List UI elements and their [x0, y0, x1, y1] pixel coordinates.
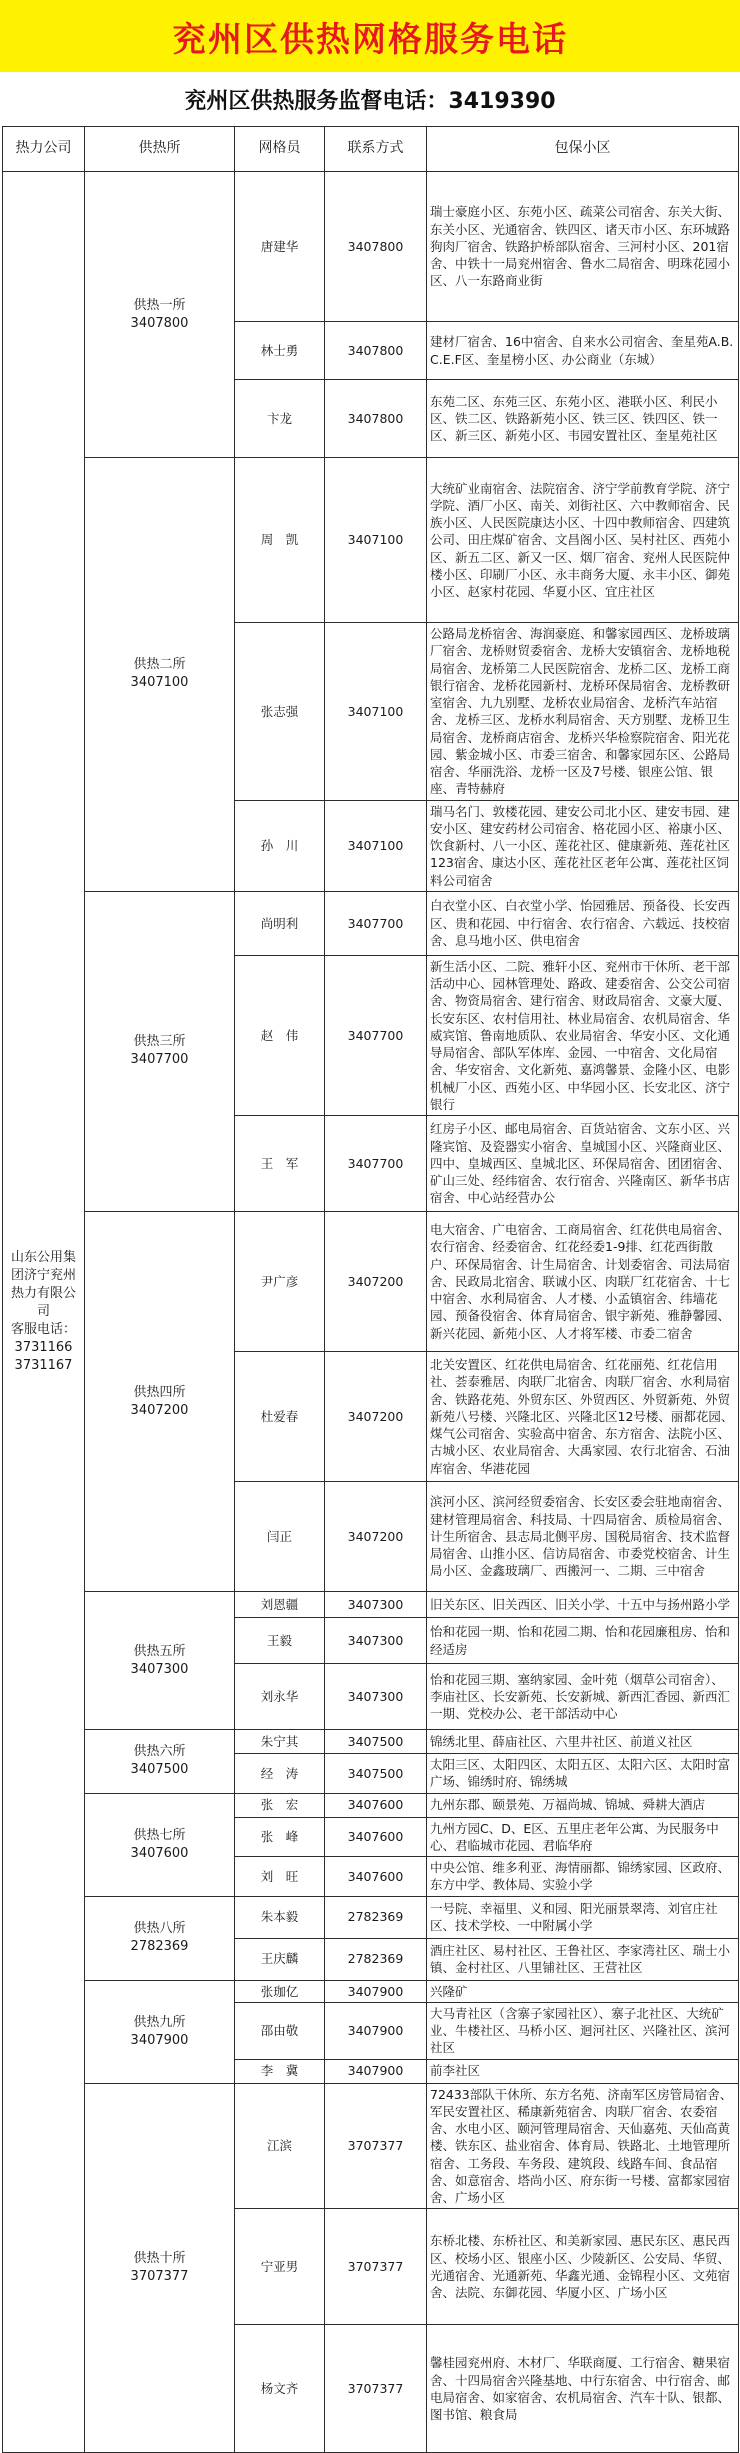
covered-areas: 72433部队干休所、东方名苑、济南军区房管局宿舍、军民安置社区、稀康新苑宿舍、肉联厂宿舍、农委宿舍、水电小区、颐河管理局宿舍、天仙嘉苑、天仙高黄楼、铁东区、盐业宿舍、体育局、铁路北、土地管理所宿舍、工务段、车务段、建筑段、线路车间、食品宿舍、如意宿舍、塔尚小区、府东街一号楼、富都家园宿舍、广场小区 — [427, 2083, 739, 2209]
staff-phone: 3707377 — [325, 2325, 427, 2453]
station-name: 供热九所 — [133, 2014, 186, 2030]
staff-name: 闫正 — [235, 1482, 325, 1592]
covered-areas: 瑞士豪庭小区、东苑小区、疏菜公司宿舍、东关大街、东关小区、光通宿舍、铁四区、诸天市小区、东环城路狗肉厂宿舍、铁路护桥部队宿舍、三河村小区、201宿舍、中铁十一局兖州宿舍、鲁水二局宿舍、明珠花园小区、八一东路商业街 — [427, 172, 739, 322]
covered-areas: 大统矿业南宿舍、法院宿舍、济宁学前教育学院、济宁学院、酒厂小区、南关、刘街社区、六中教师宿舍、民族小区、人民医院康达小区、十四中教师宿舍、四建筑公司、田庄煤矿宿舍、文昌阁小区、吴村社区、西苑小区、新五二区、新又一区、烟厂宿舍、兖州人民医院仲楼小区、印刷厂小区、永丰商务大厦、永丰小区、御苑小区、赵家村花园、华夏小区、宜庄社区 — [427, 458, 739, 623]
station-cell — [85, 1592, 235, 1730]
page-title-bar — [0, 0, 740, 72]
staff-phone: 3407900 — [325, 2059, 427, 2083]
staff-phone: 3407100 — [325, 623, 427, 801]
covered-areas: 滨河小区、滨河经贸委宿舍、长安区委会驻地南宿舍、建材管理局宿舍、科技局、十四局宿舍、质检局宿舍、计生所宿舍、县志局北侧平房、国税局宿舍、技术监督局宿舍、山推小区、信访局宿舍、市委党校宿舍、计生局小区、金鑫玻璃厂、西搬河一、二期、三中宿舍 — [427, 1482, 739, 1592]
staff-name: 唐建华 — [235, 172, 325, 322]
supervision-hotline: 兖州区供热服务监督电话：3419390 — [184, 88, 556, 114]
station-phone: 3407200 — [130, 1402, 189, 1418]
table-row — [3, 1730, 739, 1754]
station-cell — [85, 1212, 235, 1592]
covered-areas: 馨桂园兖州府、木材厂、华联商厦、工行宿舍、糖果宿舍、十四局宿舍兴隆基地、中行东宿舍、中行宿舍、邮电局宿舍、如家宿舍、农机局宿舍、汽车十队、银都、图书馆、粮食局 — [427, 2325, 739, 2453]
covered-areas: 白衣堂小区、白衣堂小学、怡园雅居、预备役、长安西区、贵和花园、中行宿舍、农行宿舍、六载远、技校宿舍、息马地小区、供电宿舍 — [427, 891, 739, 955]
table-header-row — [3, 127, 739, 172]
covered-areas: 大马青社区（含寨子家园社区）、寨子北社区、大统矿业、牛楼社区、马桥小区、迴河社区、兴隆社区、滨河社区 — [427, 2002, 739, 2059]
staff-name: 杜爱春 — [235, 1352, 325, 1482]
covered-areas: 怡和花园一期、怡和花园二期、怡和花园廉租房、怡和经适房 — [427, 1618, 739, 1664]
staff-phone: 2782369 — [325, 1896, 427, 1938]
staff-phone: 3407600 — [325, 1857, 427, 1897]
staff-name: 经 涛 — [235, 1754, 325, 1794]
station-name: 供热八所 — [133, 1921, 186, 1937]
table-row — [3, 1212, 739, 1352]
covered-areas: 新生活小区、二院、雅轩小区、兖州市干休所、老干部活动中心、园林管理处、路政、建委宿舍、公交公司宿舍、物资局宿舍、建行宿舍、财政局宿舍、文豪大厦、长安东区、农村信用社、林业局宿舍、农机局宿舍、华威宾馆、鲁南地质队、农业局宿舍、华安小区、文化通导局宿舍、部队军体库、金园、一中宿舍、文化局宿舍、华安宿舍、文化新苑、嘉鸿馨景、金隆小区、电影机械厂小区、西苑小区、中华园小区、长安北区、济宁银行 — [427, 955, 739, 1115]
staff-name: 张志强 — [235, 623, 325, 801]
table-row — [3, 891, 739, 955]
station-cell — [85, 1793, 235, 1896]
staff-name: 王庆麟 — [235, 1938, 325, 1980]
staff-name: 江滨 — [235, 2083, 325, 2209]
station-phone: 3407600 — [130, 1845, 189, 1861]
staff-phone: 3407100 — [325, 800, 427, 891]
staff-phone: 3407500 — [325, 1730, 427, 1754]
table-row — [3, 172, 739, 322]
station-cell — [85, 1730, 235, 1794]
company-cell — [3, 172, 85, 2453]
station-phone: 3407900 — [130, 2032, 189, 2048]
staff-name: 刘永华 — [235, 1664, 325, 1730]
staff-phone: 3407700 — [325, 891, 427, 955]
staff-phone: 3407500 — [325, 1754, 427, 1794]
station-phone: 3707377 — [130, 2268, 189, 2284]
header-staff: 网格员 — [235, 127, 325, 172]
staff-name: 王毅 — [235, 1618, 325, 1664]
station-phone: 3407100 — [130, 675, 189, 691]
staff-name: 杨文齐 — [235, 2325, 325, 2453]
staff-name: 张 峰 — [235, 1817, 325, 1857]
staff-name: 张 宏 — [235, 1793, 325, 1817]
station-cell — [85, 1896, 235, 1980]
header-contact: 联系方式 — [325, 127, 427, 172]
covered-areas: 电大宿舍、广电宿舍、工商局宿舍、红花供电局宿舍、农行宿舍、经委宿舍、红花经委1-9排、红花西街散户、环保局宿舍、计生局宿舍、计划委宿舍、司法局宿舍、民政局北宿舍、联诚小区、肉联厂红花宿舍、十七中宿舍、水利局宿舍、人才楼、小孟镇宿舍、纬墙花园、预备役宿舍、体育局宿舍、银宇新苑、雅静馨园、新兴花园、新苑小区、人才将军楼、市委二宿舍 — [427, 1212, 739, 1352]
staff-name: 王 军 — [235, 1116, 325, 1212]
staff-phone: 3407200 — [325, 1212, 427, 1352]
staff-phone: 3407300 — [325, 1664, 427, 1730]
staff-phone: 3407700 — [325, 955, 427, 1115]
staff-name: 刘 旺 — [235, 1857, 325, 1897]
station-cell — [85, 1980, 235, 2083]
covered-areas: 兴隆矿 — [427, 1980, 739, 2002]
staff-phone: 3407300 — [325, 1592, 427, 1618]
covered-areas: 太阳三区、太阳四区、太阳五区、太阳六区、太阳时富广场、锦绣时府、锦绣城 — [427, 1754, 739, 1794]
header-station: 供热所 — [85, 127, 235, 172]
staff-name: 刘恩疆 — [235, 1592, 325, 1618]
staff-phone: 3407700 — [325, 1116, 427, 1212]
table-body — [3, 172, 739, 2453]
station-phone: 3407700 — [130, 1052, 189, 1068]
staff-name: 朱宁其 — [235, 1730, 325, 1754]
table-row — [3, 1980, 739, 2002]
staff-phone: 3407800 — [325, 172, 427, 322]
station-cell — [85, 891, 235, 1211]
staff-phone: 3407300 — [325, 1618, 427, 1664]
station-name: 供热三所 — [133, 1034, 186, 1050]
staff-name: 周 凯 — [235, 458, 325, 623]
covered-areas: 东桥北楼、东桥社区、和美新家园、惠民东区、惠民西区、校场小区、银座小区、少陵新区、公安局、华贸、光通宿舍、光通新苑、华鑫光通、金锦程小区、文苑宿舍、法院、东御花园、华厦小区、广场小区 — [427, 2209, 739, 2325]
staff-phone: 2782369 — [325, 1938, 427, 1980]
staff-name: 朱本毅 — [235, 1896, 325, 1938]
staff-phone: 3407600 — [325, 1817, 427, 1857]
covered-areas: 公路局龙桥宿舍、海润豪庭、和馨家园西区、龙桥玻璃厂宿舍、龙桥财贸委宿舍、龙桥大安镇宿舍、龙桥地税局宿舍、龙桥第二人民医院宿舍、龙桥二区、龙桥工商银行宿舍、龙桥花园新村、龙桥环保局宿舍、龙桥教研室宿舍、九九别墅、龙桥农业局宿舍、龙桥汽车站宿舍、龙桥三区、龙桥水利局宿舍、天方别墅、龙桥卫生局宿舍、龙桥商店宿舍、龙桥兴华检察院宿舍、阳光花园、紫金城小区、市委三宿舍、和馨家园东区、公路局宿舍、华丽洗浴、龙桥一区及7号楼、银座公馆、银座、青特赫府 — [427, 623, 739, 801]
staff-name: 赵 伟 — [235, 955, 325, 1115]
staff-phone: 3707377 — [325, 2209, 427, 2325]
staff-name: 林士勇 — [235, 322, 325, 380]
station-name: 供热十所 — [133, 2250, 186, 2266]
covered-areas: 瑞马名门、敦楼花园、建安公司北小区、建安韦园、建安小区、建安药材公司宿舍、格花园小区、裕康小区、饮食新村、八一小区、莲花社区、健康新苑、莲花社区123宿舍、康达小区、莲花社区老年公寓、莲花社区饲料公司宿舍 — [427, 800, 739, 891]
covered-areas: 酒庄社区、易村社区、王鲁社区、李家湾社区、瑞士小镇、金村社区、八里铺社区、王营社区 — [427, 1938, 739, 1980]
staff-phone: 3407800 — [325, 380, 427, 458]
station-name: 供热六所 — [133, 1744, 186, 1760]
staff-name: 宁亚男 — [235, 2209, 325, 2325]
covered-areas: 建材厂宿舍、16中宿舍、自来水公司宿舍、奎星苑A.B.C.E.F区、奎星榜小区、办公商业（东城） — [427, 322, 739, 380]
station-cell — [85, 458, 235, 892]
page-title: 兖州区供热网格服务电话 — [172, 19, 568, 60]
station-name: 供热二所 — [133, 657, 186, 673]
covered-areas: 北关安置区、红花供电局宿舍、红花丽苑、红花信用社、荟泰雅居、肉联厂北宿舍、肉联厂宿舍、水利局宿舍、铁路花苑、外贸东区、外贸西区、外贸新苑、外贸新苑八号楼、兴隆北区、兴隆北区12号楼、丽都花园、煤气公司宿舍、实验高中宿舍、东方宿舍、法院小区、古城小区、农业局宿舍、大禹家园、农行北宿舍、石油库宿舍、华港花园 — [427, 1352, 739, 1482]
staff-name: 李 冀 — [235, 2059, 325, 2083]
staff-phone: 3407100 — [325, 458, 427, 623]
staff-phone: 3407800 — [325, 322, 427, 380]
covered-areas: 中央公馆、维多利亚、海情丽都、锦绣家园、区政府、东方中学、教体局、实验小学 — [427, 1857, 739, 1897]
staff-name: 卞龙 — [235, 380, 325, 458]
covered-areas: 旧关东区、旧关西区、旧关小学、十五中与扬州路小学 — [427, 1592, 739, 1618]
staff-name: 孙 川 — [235, 800, 325, 891]
table-row — [3, 1793, 739, 1817]
covered-areas: 一号院、幸福里、义和园、阳光丽景翠湾、刘官庄社区、技术学校、一中附属小学 — [427, 1896, 739, 1938]
staff-phone: 3407200 — [325, 1482, 427, 1592]
station-phone: 3407300 — [130, 1661, 189, 1677]
covered-areas: 红房子小区、邮电局宿舍、百货站宿舍、文东小区、兴隆宾馆、及瓷器实小宿舍、皇城国小区、兴隆商业区、四中、皇城西区、皇城北区、环保局宿舍、团团宿舍、矿山三处、经纬宿舍、农行宿舍、兴隆南区、新华书店宿舍、中心站经营办公 — [427, 1116, 739, 1212]
covered-areas: 前李社区 — [427, 2059, 739, 2083]
station-cell — [85, 2083, 235, 2453]
station-phone: 3407500 — [130, 1762, 189, 1778]
staff-phone: 3407600 — [325, 1793, 427, 1817]
covered-areas: 九州方园C、D、E区、五里庄老年公寓、为民服务中心、君临城市花园、君临华府 — [427, 1817, 739, 1857]
covered-areas: 东苑二区、东苑三区、东苑小区、港联小区、利民小区、铁二区、铁路新苑小区、铁三区、铁四区、铁一区、新三区、新苑小区、韦园安置社区、奎星苑社区 — [427, 380, 739, 458]
table-row — [3, 1896, 739, 1938]
staff-phone: 3407900 — [325, 2002, 427, 2059]
staff-name: 尹广彦 — [235, 1212, 325, 1352]
covered-areas: 怡和花园三期、塞纳家园、金叶苑（烟草公司宿舍）、李庙社区、长安新苑、长安新城、新西汇香园、新西汇一期、党校办公、老干部活动中心 — [427, 1664, 739, 1730]
company-name: 山东公用集团济宁兖州热力有限公司 — [10, 1250, 76, 1320]
header-company: 热力公司 — [3, 127, 85, 172]
table-row — [3, 2083, 739, 2209]
staff-name: 邵由敬 — [235, 2002, 325, 2059]
service-phone-label: 客服电话： — [10, 1322, 76, 1338]
station-name: 供热七所 — [133, 1827, 186, 1843]
service-phone-1: 3731166 — [14, 1340, 73, 1356]
table-row — [3, 458, 739, 623]
station-cell — [85, 172, 235, 458]
covered-areas: 九州东郡、颐景苑、万福尚城、锦城、舜耕大酒店 — [427, 1793, 739, 1817]
table-row — [3, 1592, 739, 1618]
service-phone-2: 3731167 — [14, 1357, 73, 1373]
staff-phone: 3407900 — [325, 1980, 427, 2002]
header-areas: 包保小区 — [427, 127, 739, 172]
staff-phone: 3707377 — [325, 2083, 427, 2209]
station-phone: 3407800 — [130, 315, 189, 331]
staff-phone: 3407200 — [325, 1352, 427, 1482]
station-name: 供热五所 — [133, 1643, 186, 1659]
station-name: 供热四所 — [133, 1384, 186, 1400]
staff-name: 张珈亿 — [235, 1980, 325, 2002]
covered-areas: 锦绣北里、薛庙社区、六里井社区、前道义社区 — [427, 1730, 739, 1754]
grid-service-table — [2, 126, 739, 2453]
staff-name: 尚明利 — [235, 891, 325, 955]
station-phone: 2782369 — [130, 1939, 189, 1954]
station-name: 供热一所 — [133, 297, 186, 313]
